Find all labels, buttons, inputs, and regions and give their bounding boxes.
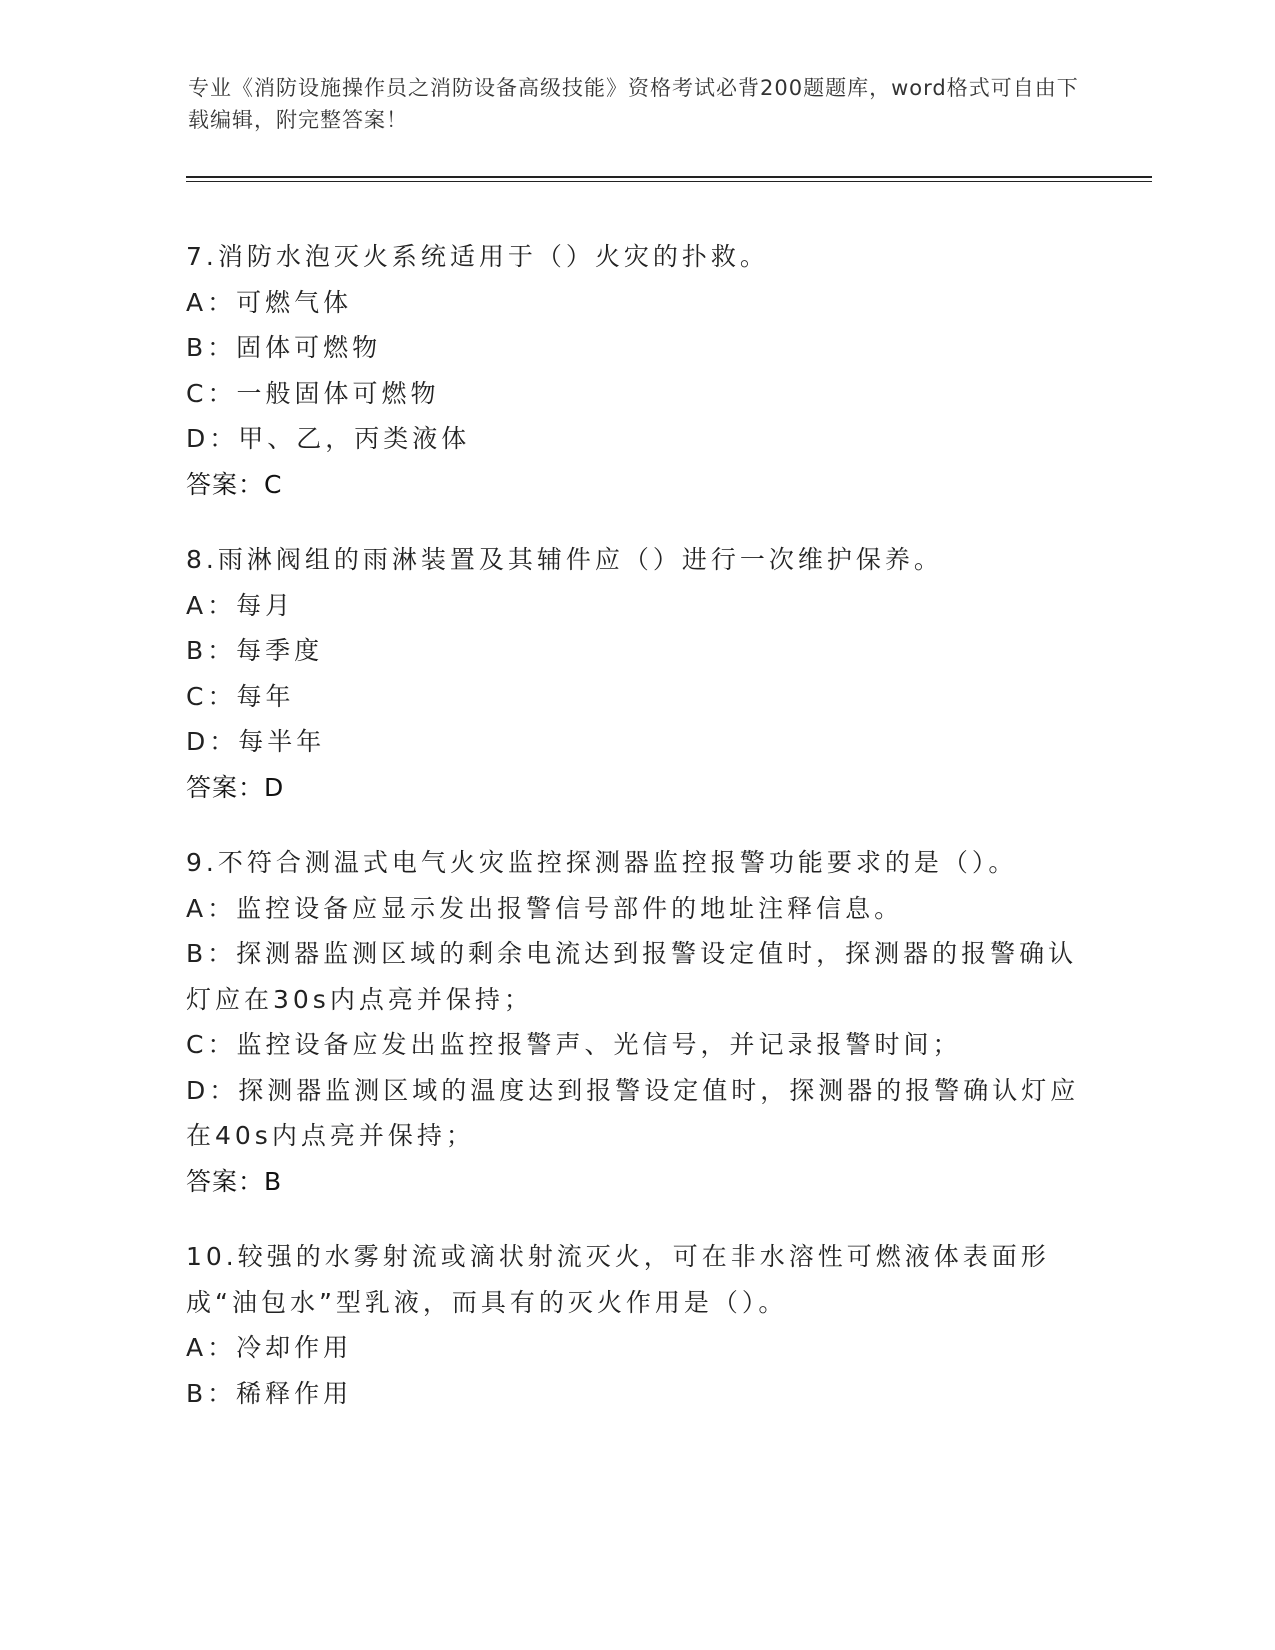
option-d: D：探测器监测区域的温度达到报警设定值时，探测器的报警确认灯应在40s内点亮并保持； xyxy=(186,1075,1080,1150)
option-a: A：可燃气体 xyxy=(186,287,353,317)
option-c: C：监控设备应发出监控报警声、光信号，并记录报警时间； xyxy=(186,1030,962,1059)
header-divider-thin xyxy=(186,181,1152,182)
header-divider-thick xyxy=(186,176,1152,178)
answer: 答案：C xyxy=(186,469,283,499)
document-intro: 专业《消防设施操作员之消防设备高级技能》资格考试必背200题题库，word格式可自由下载编辑，附完整答案！ xyxy=(188,76,1079,132)
option-a: A：冷却作用 xyxy=(186,1333,353,1362)
option-b: B：探测器监测区域的剩余电流达到报警设定值时，探测器的报警确认灯应在30s内点亮并保持； xyxy=(186,939,1078,1014)
question-stem: 10.较强的水雾射流或滴状射流灭火，可在非水溶性可燃液体表面形成“油包水”型乳液，而具有的灭火作用是（）。 xyxy=(186,1242,1050,1317)
question-8 xyxy=(186,537,1086,810)
option-b: B：稀释作用 xyxy=(186,1378,353,1408)
option-d: D：甲、乙，丙类液体 xyxy=(186,424,471,453)
question-7 xyxy=(186,234,1086,507)
question-9 xyxy=(186,840,1086,1204)
question-stem: 7.消防水泡灭火系统适用于（）火灾的扑救。 xyxy=(186,242,769,271)
option-c: C：每年 xyxy=(186,681,295,711)
option-b: B：固体可燃物 xyxy=(186,333,382,362)
option-b: B：每季度 xyxy=(186,636,324,665)
option-d: D：每半年 xyxy=(186,727,326,756)
answer: 答案：D xyxy=(186,772,285,802)
option-a: A：监控设备应显示发出报警信号部件的地址注释信息。 xyxy=(186,893,904,923)
question-10 xyxy=(186,1234,1086,1416)
question-list xyxy=(186,234,1086,1446)
option-c: C：一般固体可燃物 xyxy=(186,378,440,408)
answer: 答案：B xyxy=(186,1166,283,1196)
question-stem: 8.雨淋阀组的雨淋装置及其辅件应（）进行一次维护保养。 xyxy=(186,545,943,574)
question-stem: 9.不符合测温式电气火灾监控探测器监控报警功能要求的是（）。 xyxy=(186,848,1018,877)
option-a: A：每月 xyxy=(186,590,295,620)
